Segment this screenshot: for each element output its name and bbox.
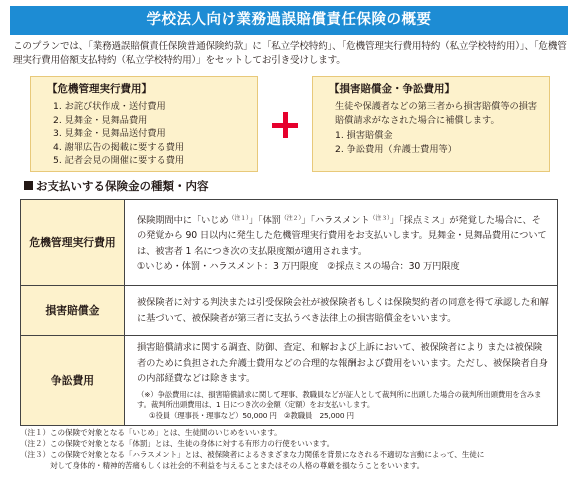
benefits-table xyxy=(20,199,558,426)
row-body-damages: 被保険者に対する判決または引受保険会社が被保険者もしくは保険契約者の同意を得て承認した和解に基づいて、被保険者が第三者に支払うべき法律上の損害賠償金をいいます。 xyxy=(125,286,558,336)
damages-list xyxy=(335,129,539,156)
section-heading xyxy=(24,178,209,194)
text-fragment: 」「体罰 xyxy=(248,214,281,226)
litigation-text: 損害賠償請求に関する調査、防御、査定、和解および上訴において、被保険者により または被保険者のために負担された弁護士費用などの合理的な報酬および費用をいいます。ただし、被保険者自身の内部経費などは除きます。 xyxy=(137,342,548,384)
list-item: 4. 謝罪広告の掲載に要する費用 xyxy=(53,141,185,153)
damages-box xyxy=(312,76,550,172)
row-label-crisis: 危機管理実行費用 xyxy=(21,200,125,286)
plus-icon xyxy=(270,110,300,140)
footnote: 対して身体的・精神的苦痛もしくは社会的不利益を与えることまたはその人格の尊厳を損なうことをいいます。 xyxy=(50,461,425,470)
footnote: （注３）この保険で対象となる「ハラスメント」とは、被保険者によるさまざまな力関係を背景になされる不適切な言動によって、生徒に xyxy=(20,450,485,459)
footnote: （注２）この保険で対象となる「体罰」とは、生徒の身体に対する有形力の行使をいいます。 xyxy=(20,439,335,448)
footnote: （注１）この保険で対象となる「いじめ」とは、生徒間のいじめをいいます。 xyxy=(20,428,282,437)
note-mark: （注１） xyxy=(228,214,249,222)
section-title: お支払いする保険金の種類・内容 xyxy=(36,179,209,193)
list-item: 3. 見舞金・見舞品送付費用 xyxy=(53,128,166,140)
text-fragment: 」「ハラスメント xyxy=(301,214,370,226)
litigation-note-amounts: ①役員（理事長・理事など）50,000 円 ②教職員 25,000 円 xyxy=(149,410,354,420)
row-label-litigation: 争訟費用 xyxy=(21,336,125,426)
crisis-cost-list xyxy=(53,100,245,168)
litigation-note-text: （※）争訟費用には、損害賠償請求に関して理事、教職員などが証人として裁判所に出頭した場合の裁判所出頭費用を含みます。裁判所出頭費用は、1 日につき次の金額（定額）をお支払いします。 xyxy=(137,389,542,410)
table-row xyxy=(21,336,558,426)
footnotes xyxy=(20,427,572,471)
note-mark: （注３） xyxy=(369,214,390,222)
crisis-limits: ①いじめ・体罰・ハラスメント：3 万円限度 ②採点ミスの場合：30 万円限度 xyxy=(137,261,460,272)
row-label-damages: 損害賠償金 xyxy=(21,286,125,336)
text-fragment: 」「採点ミス」が発覚した場合に、その発覚から 90 日以内に発生した危機管理実行費用をお支払いします。見舞金・見舞品費用については、被害者 1 名につき次の支払限度額が適用されます。 xyxy=(137,214,547,257)
crisis-cost-heading: 【危機管理実行費用】 xyxy=(47,83,152,95)
list-item: 1. お詫び状作成・送付費用 xyxy=(53,101,166,112)
litigation-note xyxy=(137,390,549,422)
list-item: 2. 争訟費用（弁護士費用等） xyxy=(335,143,457,155)
note-mark: （注２） xyxy=(280,214,302,222)
damages-heading: 【損害賠償金・争訟費用】 xyxy=(329,83,455,95)
list-item: 5. 記者会見の開催に要する費用 xyxy=(53,155,185,167)
text-fragment: 保険期間中に「いじめ xyxy=(137,214,229,226)
list-item: 1. 損害賠償金 xyxy=(335,130,393,141)
intro-text: このプランでは、「業務過誤賠償責任保険普通保険約款」に「私立学校特約」、「危機管理実行費用特約（私立学校特約用）」、「危機管理実行費用倍額支払特約（私立学校特約用）」をセットしてお引き受けします。 xyxy=(13,41,567,66)
square-bullet-icon xyxy=(24,181,33,190)
list-item: 2. 見舞金・見舞品費用 xyxy=(53,114,148,126)
table-row xyxy=(21,286,558,336)
damages-description: 生徒や保護者などの第三者から損害賠償等の損害賠償請求がなされた場合に補償します。 xyxy=(335,101,538,126)
table-row xyxy=(21,200,558,286)
crisis-cost-box xyxy=(30,76,258,172)
page-title: 学校法人向け業務過誤賠償責任保険の概要 xyxy=(10,6,568,35)
row-body-crisis xyxy=(125,200,558,286)
row-body-litigation xyxy=(125,336,558,426)
